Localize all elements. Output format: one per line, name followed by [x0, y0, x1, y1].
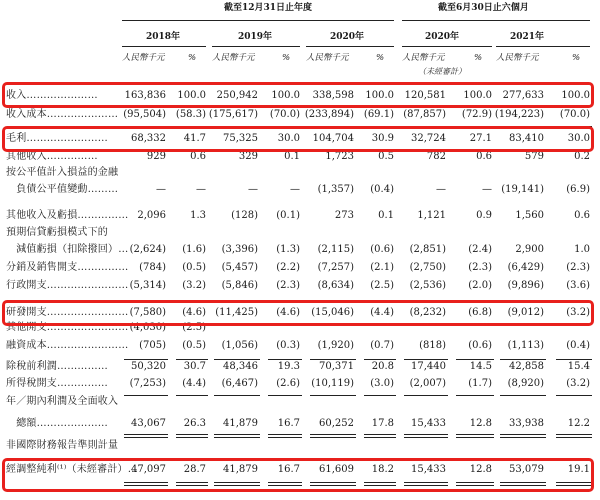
- total-rule: [364, 359, 396, 360]
- total-rule: [214, 395, 260, 396]
- percent-cell: (2.5): [182, 322, 206, 333]
- unit-label: 人民幣千元: [306, 53, 349, 63]
- percent-cell: 12.2: [567, 418, 590, 429]
- total-rule: [364, 395, 396, 396]
- row-label: 融資成本……………………: [6, 340, 129, 351]
- percent-cell: 16.7: [277, 418, 300, 429]
- percent-cell: 16.7: [277, 464, 300, 475]
- highlight-gross-profit: [2, 126, 594, 152]
- amount-cell: 2,900: [515, 244, 544, 255]
- amount-cell: (5,457): [221, 262, 258, 273]
- pct-label: %: [376, 53, 385, 63]
- percent-cell: 19.1: [567, 464, 590, 475]
- percent-cell: 0.1: [378, 210, 394, 221]
- pct-label: %: [474, 53, 483, 63]
- percent-cell: —: [196, 184, 206, 195]
- percent-cell: (2.0): [468, 280, 492, 291]
- amount-cell: 61,609: [319, 464, 354, 475]
- total-rule: [124, 437, 168, 438]
- amount-cell: —: [248, 184, 258, 195]
- total-rule: [176, 437, 208, 438]
- header-year-rule: [496, 46, 590, 47]
- percent-cell: (2.3): [468, 262, 492, 273]
- amount-cell: (6,429): [507, 262, 544, 273]
- header-year-rule: [306, 46, 394, 47]
- amount-cell: —: [436, 184, 446, 195]
- amount-cell: 41,879: [223, 464, 258, 475]
- percent-cell: 0.9: [476, 210, 492, 221]
- total-rule: [124, 359, 168, 360]
- header-year-2020-h1: 2020年: [425, 32, 460, 42]
- percent-cell: 0.1: [284, 151, 300, 162]
- header-year-2020: 2020年: [330, 32, 365, 42]
- percent-cell: 30.0: [277, 133, 300, 144]
- amount-cell: (1,357): [317, 184, 354, 195]
- percent-cell: (2.3): [276, 280, 300, 291]
- percent-cell: (0.6): [370, 244, 394, 255]
- amount-cell: 17,440: [411, 361, 446, 372]
- percent-cell: 0.2: [574, 151, 590, 162]
- total-rule: [124, 395, 168, 396]
- amount-cell: (4,030): [129, 322, 166, 333]
- percent-cell: (4.4): [182, 378, 206, 389]
- amount-cell: (9,896): [507, 280, 544, 291]
- percent-cell: 100.0: [271, 90, 300, 101]
- row-label: 減值虧損（扣除撥回）…: [6, 244, 129, 255]
- header-group-annual-rule: [122, 20, 394, 21]
- amount-cell: —: [156, 184, 166, 195]
- total-rule: [310, 434, 356, 435]
- percent-cell: (0.4): [370, 184, 394, 195]
- amount-cell: (19,141): [501, 184, 544, 195]
- percent-cell: 0.5: [378, 151, 394, 162]
- percent-cell: (0.1): [276, 210, 300, 221]
- percent-cell: (58.3): [175, 109, 206, 120]
- total-rule: [310, 437, 356, 438]
- amount-cell: (7,580): [129, 307, 166, 318]
- percent-cell: 12.8: [469, 464, 492, 475]
- percent-cell: (72.9): [461, 109, 492, 120]
- amount-cell: (6,467): [221, 378, 258, 389]
- total-rule: [124, 434, 168, 435]
- total-rule: [268, 359, 302, 360]
- amount-cell: 68,332: [131, 133, 166, 144]
- amount-cell: (233,894): [304, 109, 354, 120]
- amount-cell: 15,433: [411, 464, 446, 475]
- amount-cell: (705): [139, 340, 166, 351]
- row-label: 其他收入及虧損……………: [6, 210, 129, 221]
- total-rule: [456, 437, 494, 438]
- percent-cell: (2.5): [370, 280, 394, 291]
- amount-cell: 53,079: [509, 464, 544, 475]
- amount-cell: (2,536): [409, 280, 446, 291]
- row-label: 經調整純利⁽¹⁾（未經審計）…: [6, 464, 138, 475]
- percent-cell: 27.1: [469, 133, 492, 144]
- amount-cell: 33,938: [509, 418, 544, 429]
- row-label: 年／期內利潤及全面收入: [6, 396, 119, 407]
- percent-cell: 41.7: [183, 133, 206, 144]
- amount-cell: 782: [426, 151, 446, 162]
- total-rule: [404, 395, 448, 396]
- header-group-interim: 截至6月30日止六個月: [438, 3, 529, 13]
- header-year-rule: [122, 46, 206, 47]
- total-rule: [456, 359, 494, 360]
- percent-cell: 15.4: [567, 361, 590, 372]
- percent-cell: (1.7): [468, 378, 492, 389]
- amount-cell: (11,425): [215, 307, 258, 318]
- total-rule: [404, 434, 448, 435]
- highlight-adjusted-net-profit: [2, 458, 594, 492]
- amount-cell: (8,232): [409, 307, 446, 318]
- amount-cell: (5,846): [221, 280, 258, 291]
- amount-cell: (7,253): [129, 378, 166, 389]
- amount-cell: (10,119): [311, 378, 354, 389]
- amount-cell: (818): [419, 340, 446, 351]
- amount-cell: (95,504): [123, 109, 166, 120]
- amount-cell: 1,723: [325, 151, 354, 162]
- percent-cell: (3.2): [566, 378, 590, 389]
- amount-cell: (8,634): [317, 280, 354, 291]
- total-rule: [500, 434, 546, 435]
- unit-label: 人民幣千元: [496, 53, 539, 63]
- amount-cell: 70,371: [319, 361, 354, 372]
- amount-cell: (784): [139, 262, 166, 273]
- percent-cell: —: [290, 184, 300, 195]
- total-rule: [214, 434, 260, 435]
- amount-cell: 60,252: [319, 418, 354, 429]
- total-rule: [556, 437, 592, 438]
- percent-cell: 26.3: [183, 418, 206, 429]
- pct-label: %: [282, 53, 291, 63]
- total-rule: [176, 359, 208, 360]
- amount-cell: (8,920): [507, 378, 544, 389]
- percent-cell: 100.0: [365, 90, 394, 101]
- percent-cell: (0.5): [182, 262, 206, 273]
- amount-cell: (3,396): [221, 244, 258, 255]
- header-year-rule: [402, 46, 492, 47]
- amount-cell: 75,325: [223, 133, 258, 144]
- total-rule: [500, 437, 546, 438]
- unit-label: 人民幣千元: [402, 53, 445, 63]
- total-rule: [500, 359, 546, 360]
- amount-cell: 42,858: [509, 361, 544, 372]
- percent-cell: 28.7: [183, 464, 206, 475]
- percent-cell: (0.3): [276, 340, 300, 351]
- row-label: 分銷及銷售開支……………: [6, 262, 129, 273]
- total-rule: [364, 434, 396, 435]
- row-label: 行政開支……………………: [6, 280, 129, 291]
- row-label: 非國際財務報告準則計量: [6, 440, 119, 451]
- amount-cell: 273: [334, 210, 354, 221]
- row-label: 收入…………………: [6, 90, 98, 101]
- percent-cell: (70.0): [559, 109, 590, 120]
- unaudited-note: （未經審計）: [418, 67, 466, 76]
- total-rule: [310, 395, 356, 396]
- total-rule: [404, 437, 448, 438]
- total-rule: [456, 395, 494, 396]
- amount-cell: (128): [231, 210, 258, 221]
- row-label: 其他開支……………………: [6, 322, 129, 333]
- percent-cell: 18.2: [371, 464, 394, 475]
- header-year-2018: 2018年: [146, 32, 181, 42]
- percent-cell: (4.6): [276, 307, 300, 318]
- percent-cell: (0.7): [370, 340, 394, 351]
- percent-cell: (4.6): [182, 307, 206, 318]
- total-rule: [176, 434, 208, 435]
- total-rule: [310, 359, 356, 360]
- amount-cell: 41,879: [223, 418, 258, 429]
- amount-cell: 929: [146, 151, 166, 162]
- total-rule: [556, 359, 592, 360]
- percent-cell: (3.2): [182, 280, 206, 291]
- amount-cell: (1,920): [317, 340, 354, 351]
- highlight-rd-expenses: [2, 300, 594, 326]
- total-rule: [176, 395, 208, 396]
- row-label: 收入成本…………………: [6, 109, 119, 120]
- amount-cell: 32,724: [411, 133, 446, 144]
- percent-cell: 100.0: [177, 90, 206, 101]
- pct-label: %: [188, 53, 197, 63]
- percent-cell: 14.5: [469, 361, 492, 372]
- amount-cell: 15,433: [411, 418, 446, 429]
- header-group-annual: 截至12月31日止年度: [224, 3, 313, 13]
- amount-cell: 250,942: [216, 90, 258, 101]
- percent-cell: 1.0: [574, 244, 590, 255]
- total-rule: [556, 434, 592, 435]
- total-rule: [404, 359, 448, 360]
- pct-label: %: [572, 53, 581, 63]
- percent-cell: (3.6): [566, 280, 590, 291]
- header-year-rule: [212, 46, 300, 47]
- amount-cell: (87,857): [403, 109, 446, 120]
- amount-cell: (9,012): [507, 307, 544, 318]
- amount-cell: (5,314): [129, 280, 166, 291]
- percent-cell: (2.4): [468, 244, 492, 255]
- row-label: 預期信貸虧損模式下的: [6, 227, 108, 238]
- percent-cell: 1.3: [190, 210, 206, 221]
- percent-cell: (3.2): [566, 307, 590, 318]
- amount-cell: (1,113): [507, 340, 544, 351]
- amount-cell: 1,560: [515, 210, 544, 221]
- row-label: 其他收入……………: [6, 151, 98, 162]
- header-year-2021-h1: 2021年: [510, 32, 545, 42]
- amount-cell: 2,096: [137, 210, 166, 221]
- total-rule: [456, 434, 494, 435]
- total-rule: [364, 437, 396, 438]
- row-label: 毛利……………………: [6, 133, 108, 144]
- percent-cell: (1.6): [182, 244, 206, 255]
- amount-cell: 329: [238, 151, 258, 162]
- header-group-interim-rule: [402, 20, 590, 21]
- percent-cell: 0.6: [476, 151, 492, 162]
- amount-cell: 48,346: [223, 361, 258, 372]
- percent-cell: (6.8): [468, 307, 492, 318]
- unit-label: 人民幣千元: [122, 53, 165, 63]
- percent-cell: 30.0: [567, 133, 590, 144]
- percent-cell: 17.8: [371, 418, 394, 429]
- percent-cell: (4.4): [370, 307, 394, 318]
- amount-cell: 338,598: [312, 90, 354, 101]
- amount-cell: (175,617): [208, 109, 258, 120]
- unit-label: 人民幣千元: [212, 53, 255, 63]
- percent-cell: (6.9): [566, 184, 590, 195]
- amount-cell: (2,851): [409, 244, 446, 255]
- total-rule: [214, 437, 260, 438]
- percent-cell: 0.6: [574, 210, 590, 221]
- percent-cell: (70.0): [269, 109, 300, 120]
- percent-cell: (2.1): [370, 262, 394, 273]
- total-rule: [556, 395, 592, 396]
- row-label: 總額…………………: [6, 418, 108, 429]
- amount-cell: 47,097: [131, 464, 166, 475]
- amount-cell: 579: [524, 151, 544, 162]
- header-year-2019: 2019年: [238, 32, 273, 42]
- amount-cell: 277,633: [502, 90, 544, 101]
- percent-cell: (69.1): [363, 109, 394, 120]
- highlight-revenue: [2, 82, 594, 108]
- percent-cell: (2.6): [276, 378, 300, 389]
- amount-cell: (2,750): [409, 262, 446, 273]
- percent-cell: 100.0: [561, 90, 590, 101]
- percent-cell: 100.0: [463, 90, 492, 101]
- total-rule: [268, 395, 302, 396]
- percent-cell: (0.4): [566, 340, 590, 351]
- amount-cell: 120,581: [404, 90, 446, 101]
- percent-cell: (2.2): [276, 262, 300, 273]
- percent-cell: 30.7: [183, 361, 206, 372]
- percent-cell: (1.3): [276, 244, 300, 255]
- row-label: 按公平值計入損益的金融: [6, 167, 119, 178]
- row-label: 研發開支……………………: [6, 307, 129, 318]
- percent-cell: (0.5): [182, 340, 206, 351]
- percent-cell: 19.3: [277, 361, 300, 372]
- row-label: 所得稅開支……………: [6, 378, 108, 389]
- amount-cell: 83,410: [509, 133, 544, 144]
- total-rule: [214, 359, 260, 360]
- amount-cell: (1,056): [221, 340, 258, 351]
- row-label: 負債公平值變動………: [6, 184, 119, 195]
- amount-cell: (2,115): [317, 244, 354, 255]
- amount-cell: (194,223): [494, 109, 544, 120]
- percent-cell: 0.6: [190, 151, 206, 162]
- amount-cell: (2,007): [409, 378, 446, 389]
- amount-cell: 1,121: [417, 210, 446, 221]
- total-rule: [500, 395, 546, 396]
- amount-cell: 104,704: [312, 133, 354, 144]
- percent-cell: —: [482, 184, 492, 195]
- amount-cell: (7,257): [317, 262, 354, 273]
- percent-cell: (2.3): [566, 262, 590, 273]
- percent-cell: (3.0): [370, 378, 394, 389]
- amount-cell: 163,836: [124, 90, 166, 101]
- percent-cell: 20.8: [371, 361, 394, 372]
- amount-cell: 43,067: [131, 418, 166, 429]
- amount-cell: (15,046): [311, 307, 354, 318]
- amount-cell: 50,320: [131, 361, 166, 372]
- percent-cell: 30.9: [371, 133, 394, 144]
- percent-cell: 12.8: [469, 418, 492, 429]
- total-rule: [268, 437, 302, 438]
- total-rule: [268, 434, 302, 435]
- percent-cell: (0.6): [468, 340, 492, 351]
- row-label: 除稅前利潤……………: [6, 361, 108, 372]
- amount-cell: (2,624): [129, 244, 166, 255]
